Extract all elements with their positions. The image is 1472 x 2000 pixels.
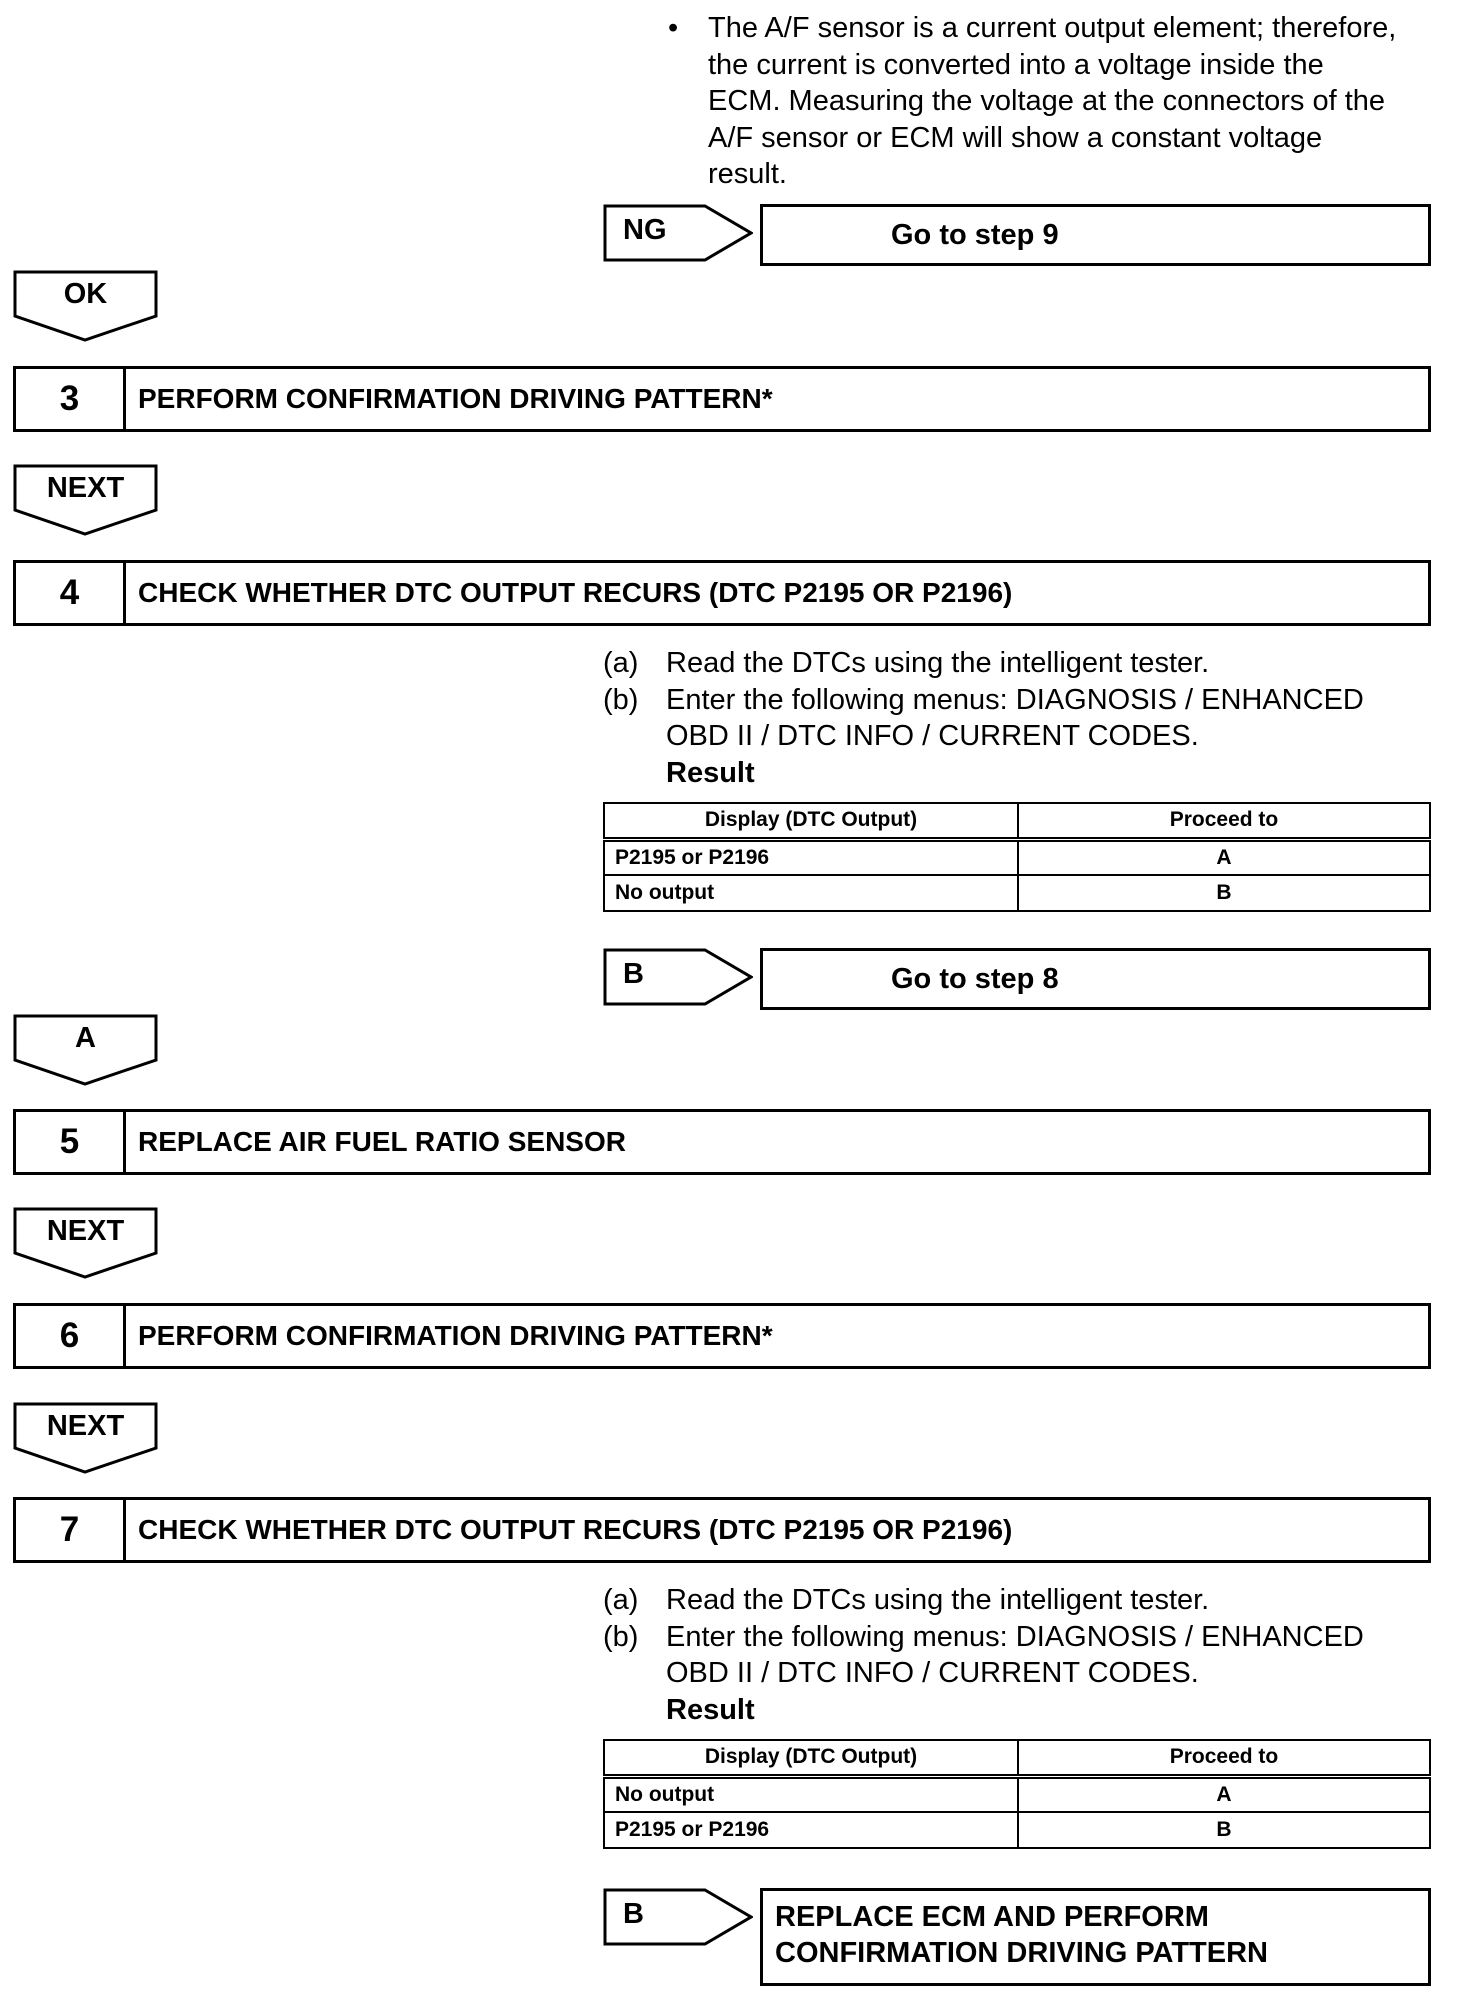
item-marker: (b) (603, 1620, 639, 1653)
branch-ng-label: NG (623, 214, 667, 246)
note-line: ECM. Measuring the voltage at the connectors of the (708, 85, 1386, 117)
column-header: Display (DTC Output) (604, 1740, 1018, 1776)
step-7-instructions (603, 1582, 1443, 1728)
note-line: the current is converted into a voltage inside the (708, 48, 1324, 81)
branch-b-target: Go to step 8 (760, 948, 1431, 1010)
step-number: 4 (16, 563, 126, 623)
branch-b-final-target (760, 1888, 1431, 1986)
next-arrow (13, 464, 158, 538)
bullet-mark: • (668, 12, 679, 44)
column-header: Proceed to (1018, 803, 1430, 839)
step-title: PERFORM CONFIRMATION DRIVING PATTERN* (138, 383, 773, 414)
result-label: Result (666, 1693, 755, 1726)
target-line: CONFIRMATION DRIVING PATTERN (775, 1937, 1268, 1969)
item-text: OBD II / DTC INFO / CURRENT CODES. (666, 1657, 1199, 1689)
step-4-header (13, 560, 1431, 626)
table-cell: B (1018, 875, 1430, 911)
next-arrow-label: NEXT (46, 1215, 125, 1247)
table-row (604, 1812, 1430, 1848)
step-title: CHECK WHETHER DTC OUTPUT RECURS (DTC P2195 OR P2196) (138, 1514, 1013, 1545)
table-cell: A (1018, 1776, 1430, 1812)
item-text: Read the DTCs using the intelligent tester. (666, 1584, 1210, 1616)
step-6-header (13, 1303, 1431, 1369)
branch-b-label: B (623, 1898, 644, 1930)
ok-arrow (13, 270, 158, 344)
note-line: result. (708, 158, 787, 190)
table-row (604, 875, 1430, 911)
step-5-header (13, 1109, 1431, 1175)
note-text (708, 10, 1448, 193)
column-header: Display (DTC Output) (604, 803, 1018, 839)
a-arrow-label: A (75, 1022, 96, 1054)
next-arrow (13, 1207, 158, 1281)
note-line: The A/F sensor is a current output element; therefore, (708, 12, 1397, 44)
table-header-row (604, 1740, 1430, 1776)
target-line: REPLACE ECM AND PERFORM (775, 1901, 1209, 1933)
branch-ng-arrow (603, 204, 753, 262)
table-cell: P2195 or P2196 (604, 839, 1018, 875)
branch-b-label: B (623, 958, 644, 990)
table-row (604, 839, 1430, 875)
table-cell: No output (604, 1776, 1018, 1812)
branch-b-arrow (603, 1888, 753, 1946)
table-cell: No output (604, 875, 1018, 911)
item-marker: (a) (603, 647, 639, 679)
step-7-result-table (603, 1739, 1431, 1849)
step-7-header (13, 1497, 1431, 1563)
next-arrow (13, 1402, 158, 1476)
step-title: REPLACE AIR FUEL RATIO SENSOR (138, 1126, 626, 1157)
table-header-row (604, 803, 1430, 839)
column-header: Proceed to (1018, 1740, 1430, 1776)
step-3-header (13, 366, 1431, 432)
step-number: 3 (16, 369, 126, 429)
step-title: CHECK WHETHER DTC OUTPUT RECURS (DTC P2195 OR P2196) (138, 577, 1013, 608)
table-row (604, 1776, 1430, 1812)
item-text: Read the DTCs using the intelligent tester. (666, 647, 1210, 679)
item-marker: (b) (603, 683, 639, 716)
item-text: Enter the following menus: DIAGNOSIS / ENHANCED (666, 683, 1364, 716)
step-number: 6 (16, 1306, 126, 1366)
item-text: Enter the following menus: DIAGNOSIS / ENHANCED (666, 1620, 1364, 1653)
item-marker: (a) (603, 1584, 639, 1616)
result-label: Result (666, 756, 755, 789)
step-4-result-table (603, 802, 1431, 912)
step-number: 7 (16, 1500, 126, 1560)
next-arrow-label: NEXT (46, 472, 125, 504)
step-number: 5 (16, 1112, 126, 1172)
a-arrow (13, 1014, 158, 1088)
table-cell: P2195 or P2196 (604, 1812, 1018, 1848)
note-line: A/F sensor or ECM will show a constant voltage (708, 121, 1323, 154)
table-cell: A (1018, 839, 1430, 875)
table-cell: B (1018, 1812, 1430, 1848)
item-text: OBD II / DTC INFO / CURRENT CODES. (666, 720, 1199, 752)
next-arrow-label: NEXT (46, 1410, 125, 1442)
step-4-instructions (603, 645, 1443, 791)
step-title: PERFORM CONFIRMATION DRIVING PATTERN* (138, 1320, 773, 1351)
branch-ng-target: Go to step 9 (760, 204, 1431, 266)
ok-arrow-label: OK (63, 278, 108, 310)
branch-b-arrow (603, 948, 753, 1006)
